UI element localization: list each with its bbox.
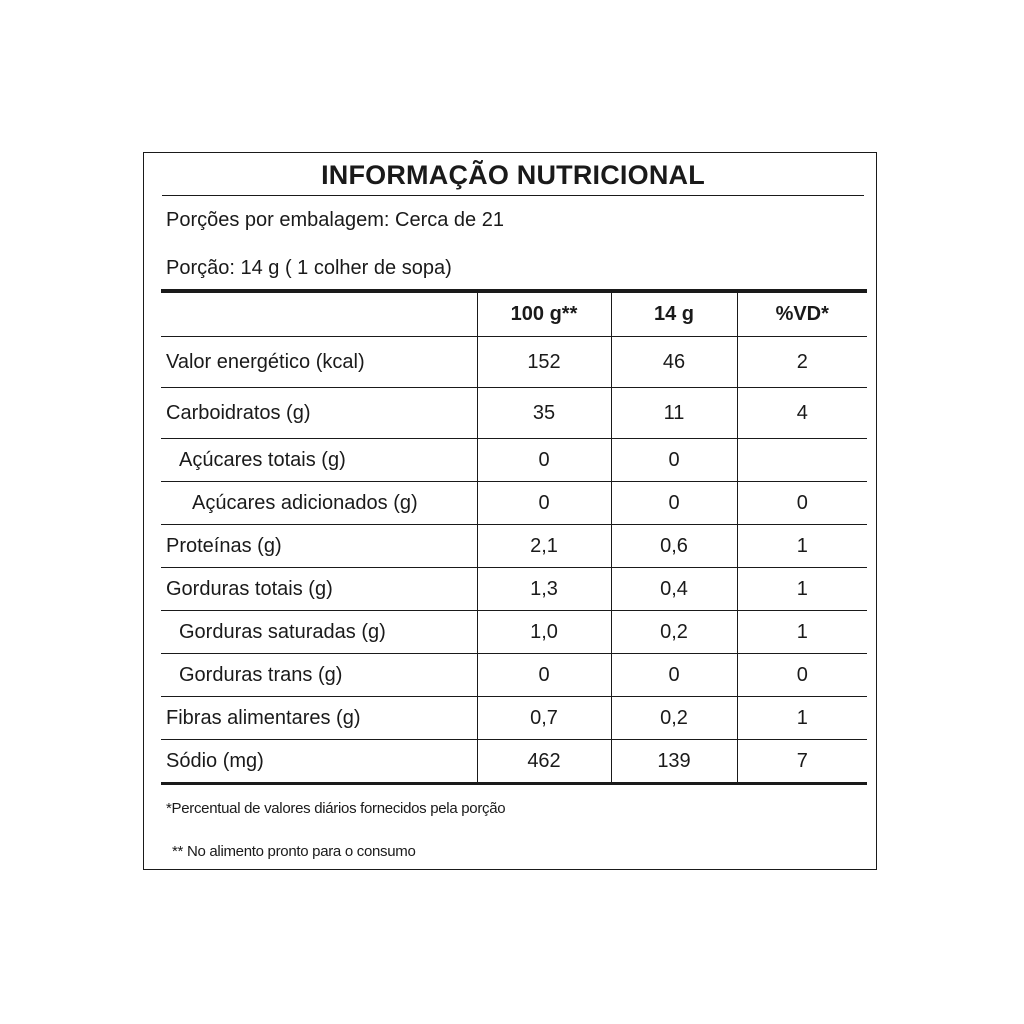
value-per-portion: 0 xyxy=(611,654,737,697)
table-row xyxy=(161,439,867,482)
nutrient-name: Gorduras trans (g) xyxy=(161,654,477,697)
table-row xyxy=(161,654,867,697)
table-row xyxy=(161,568,867,611)
value-per-100g: 0 xyxy=(477,654,611,697)
value-per-portion: 0 xyxy=(611,439,737,482)
header-per-100g: 100 g** xyxy=(477,291,611,337)
value-daily-percent xyxy=(737,439,867,482)
nutrition-facts-panel xyxy=(143,152,877,870)
footnote-daily-value: *Percentual de valores diários fornecidos pela porção xyxy=(166,800,506,817)
nutrient-name: Açúcares totais (g) xyxy=(161,439,477,482)
footnote-ready-to-eat: ** No alimento pronto para o consumo xyxy=(172,843,416,860)
table-row xyxy=(161,337,867,388)
value-per-portion: 46 xyxy=(611,337,737,388)
nutrient-name: Valor energético (kcal) xyxy=(161,337,477,388)
table-row xyxy=(161,388,867,439)
value-daily-percent: 0 xyxy=(737,654,867,697)
value-daily-percent: 7 xyxy=(737,740,867,784)
value-daily-percent: 1 xyxy=(737,568,867,611)
value-daily-percent: 0 xyxy=(737,482,867,525)
value-per-portion: 0 xyxy=(611,482,737,525)
value-per-portion: 139 xyxy=(611,740,737,784)
table-row xyxy=(161,611,867,654)
nutrient-name: Proteínas (g) xyxy=(161,525,477,568)
value-per-100g: 0,7 xyxy=(477,697,611,740)
value-per-portion: 0,4 xyxy=(611,568,737,611)
value-per-portion: 11 xyxy=(611,388,737,439)
value-per-100g: 0 xyxy=(477,439,611,482)
value-per-100g: 1,0 xyxy=(477,611,611,654)
nutrition-table xyxy=(161,289,867,785)
value-daily-percent: 1 xyxy=(737,697,867,740)
nutrient-name: Carboidratos (g) xyxy=(161,388,477,439)
portion-size: Porção: 14 g ( 1 colher de sopa) xyxy=(166,257,452,279)
value-daily-percent: 1 xyxy=(737,611,867,654)
nutrient-name: Gorduras saturadas (g) xyxy=(161,611,477,654)
value-per-100g: 2,1 xyxy=(477,525,611,568)
value-daily-percent: 2 xyxy=(737,337,867,388)
table-row xyxy=(161,697,867,740)
table-row xyxy=(161,482,867,525)
header-per-portion: 14 g xyxy=(611,291,737,337)
header-daily-value: %VD* xyxy=(737,291,867,337)
value-per-100g: 152 xyxy=(477,337,611,388)
portions-per-package: Porções por embalagem: Cerca de 21 xyxy=(166,209,504,231)
value-per-100g: 0 xyxy=(477,482,611,525)
header-nutrient xyxy=(161,291,477,337)
nutrient-name: Fibras alimentares (g) xyxy=(161,697,477,740)
nutrient-name: Gorduras totais (g) xyxy=(161,568,477,611)
value-daily-percent: 4 xyxy=(737,388,867,439)
nutrient-name: Açúcares adicionados (g) xyxy=(161,482,477,525)
panel-title: INFORMAÇÃO NUTRICIONAL xyxy=(162,153,864,196)
value-per-portion: 0,6 xyxy=(611,525,737,568)
value-per-100g: 35 xyxy=(477,388,611,439)
value-per-portion: 0,2 xyxy=(611,697,737,740)
value-per-100g: 462 xyxy=(477,740,611,784)
nutrient-name: Sódio (mg) xyxy=(161,740,477,784)
table-row xyxy=(161,740,867,784)
table-header-row xyxy=(161,291,867,337)
value-daily-percent: 1 xyxy=(737,525,867,568)
value-per-portion: 0,2 xyxy=(611,611,737,654)
value-per-100g: 1,3 xyxy=(477,568,611,611)
table-row xyxy=(161,525,867,568)
